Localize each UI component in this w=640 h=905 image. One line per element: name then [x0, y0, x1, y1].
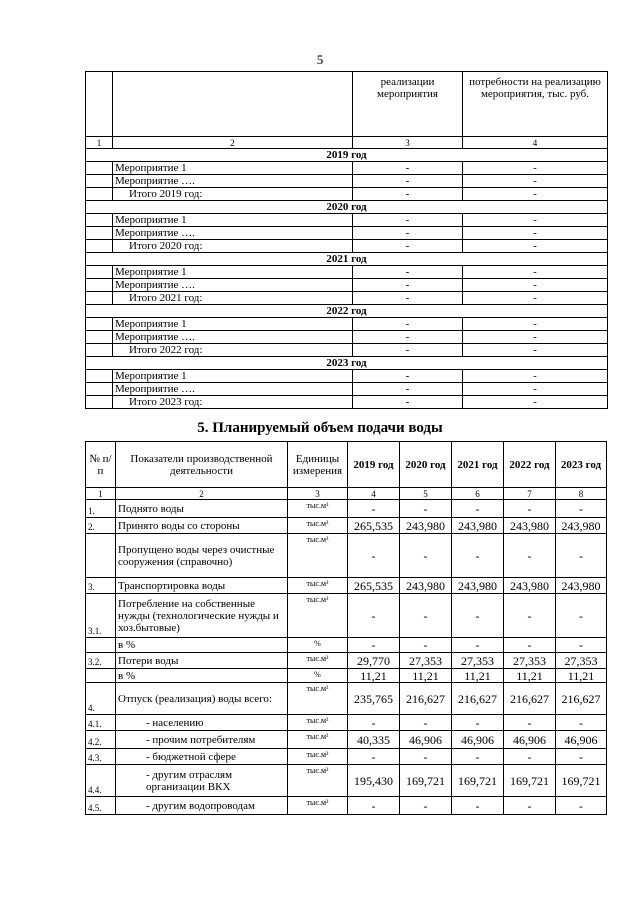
year-row: [86, 149, 608, 162]
column-number: 7: [504, 488, 556, 500]
indicator-name: Отпуск (реализация) воды всего:: [116, 683, 288, 715]
unit-cell: %: [288, 669, 348, 683]
value-cell: -: [400, 797, 452, 815]
header-cell-4: потребности на реализацию мероприятия, тыс. руб.: [463, 72, 608, 137]
value-cell: 216,627: [504, 683, 556, 715]
value-cell: 29,770: [348, 653, 400, 669]
value-cell: -: [400, 715, 452, 731]
row-code: 3.1.: [86, 594, 116, 638]
value-cell: 235,765: [348, 683, 400, 715]
measure-row: [86, 331, 608, 344]
row-code: 4.3.: [86, 749, 116, 765]
measure-value: -: [463, 396, 608, 409]
value-cell: 216,627: [556, 683, 607, 715]
measure-row: [86, 162, 608, 175]
indicator-name: - другим водопроводам: [116, 797, 288, 815]
value-cell: 216,627: [452, 683, 504, 715]
value-cell: 169,721: [452, 765, 504, 797]
year-row: [86, 253, 608, 266]
value-cell: 265,535: [348, 578, 400, 594]
measure-value: -: [463, 279, 608, 292]
indicator-row: [86, 715, 607, 731]
measure-value: -: [463, 214, 608, 227]
measure-value: -: [463, 318, 608, 331]
measure-name: Итого 2020 год:: [113, 240, 353, 253]
value-cell: -: [400, 749, 452, 765]
section-title: 5. Планируемый объем подачи воды: [197, 420, 443, 436]
header-cell-2: [113, 72, 353, 137]
value-cell: 11,21: [452, 669, 504, 683]
value-cell: -: [504, 749, 556, 765]
value-cell: 40,335: [348, 731, 400, 749]
value-cell: -: [348, 638, 400, 653]
value-cell: -: [348, 594, 400, 638]
value-cell: 169,721: [504, 765, 556, 797]
value-cell: -: [504, 797, 556, 815]
value-cell: -: [556, 749, 607, 765]
unit-cell: тыс.м³: [288, 518, 348, 534]
value-cell: -: [504, 715, 556, 731]
row-code: [86, 669, 116, 683]
measure-value: -: [353, 188, 463, 201]
row-code: [86, 638, 116, 653]
row-code: 4.1.: [86, 715, 116, 731]
measure-index: [86, 266, 113, 279]
measure-index: [86, 344, 113, 357]
column-number: 4: [463, 137, 608, 149]
measure-row: [86, 175, 608, 188]
measure-value: -: [463, 162, 608, 175]
indicator-row: [86, 500, 607, 518]
column-number: 8: [556, 488, 607, 500]
indicator-row: [86, 594, 607, 638]
measure-row: [86, 279, 608, 292]
measure-value: -: [463, 383, 608, 396]
value-cell: -: [556, 534, 607, 578]
measure-value: -: [353, 266, 463, 279]
year-title: 2022 год: [86, 305, 608, 318]
measure-name: Мероприятие 1: [113, 162, 353, 175]
measure-value: -: [353, 331, 463, 344]
value-cell: 169,721: [400, 765, 452, 797]
row-code: 3.2.: [86, 653, 116, 669]
indicator-row: [86, 653, 607, 669]
value-cell: -: [556, 797, 607, 815]
measure-value: -: [463, 331, 608, 344]
measure-name: Мероприятие ….: [113, 331, 353, 344]
indicator-row: [86, 518, 607, 534]
row-code: 4.5.: [86, 797, 116, 815]
value-cell: -: [504, 638, 556, 653]
unit-cell: тыс.м³: [288, 653, 348, 669]
value-cell: 46,906: [504, 731, 556, 749]
value-cell: 27,353: [452, 653, 504, 669]
measure-value: -: [353, 279, 463, 292]
measure-index: [86, 370, 113, 383]
measure-index: [86, 240, 113, 253]
measure-value: -: [353, 292, 463, 305]
row-code: 4.4.: [86, 765, 116, 797]
measure-value: -: [353, 227, 463, 240]
value-cell: 243,980: [556, 518, 607, 534]
measure-value: -: [353, 370, 463, 383]
value-cell: -: [504, 500, 556, 518]
unit-cell: %: [288, 638, 348, 653]
value-cell: 243,980: [400, 578, 452, 594]
value-cell: -: [452, 500, 504, 518]
indicator-row: [86, 797, 607, 815]
value-cell: -: [452, 749, 504, 765]
column-number: 1: [86, 137, 113, 149]
row-code: 3.: [86, 578, 116, 594]
value-cell: -: [452, 534, 504, 578]
measure-row: [86, 266, 608, 279]
measure-row: [86, 344, 608, 357]
measure-name: Итого 2023 год:: [113, 396, 353, 409]
measure-index: [86, 227, 113, 240]
value-cell: 46,906: [452, 731, 504, 749]
year-title: 2021 год: [86, 253, 608, 266]
year-row: [86, 201, 608, 214]
unit-cell: тыс.м³: [288, 500, 348, 518]
row-code: [86, 534, 116, 578]
value-cell: -: [348, 715, 400, 731]
value-cell: -: [452, 715, 504, 731]
value-cell: -: [504, 594, 556, 638]
value-cell: -: [348, 500, 400, 518]
measures-table-header: [86, 72, 608, 137]
column-number: 6: [452, 488, 504, 500]
unit-cell: тыс.м³: [288, 594, 348, 638]
measure-row: [86, 396, 608, 409]
measure-index: [86, 383, 113, 396]
measure-index: [86, 318, 113, 331]
year-title: 2023 год: [86, 357, 608, 370]
measures-table: [85, 71, 608, 409]
column-numbers-row: [86, 137, 608, 149]
header-cell-3: реализации мероприятия: [353, 72, 463, 137]
year-row: [86, 357, 608, 370]
value-cell: -: [348, 534, 400, 578]
indicator-name: - бюджетной сфере: [116, 749, 288, 765]
measure-value: -: [353, 175, 463, 188]
column-number: 2: [113, 137, 353, 149]
value-cell: 46,906: [556, 731, 607, 749]
measure-row: [86, 214, 608, 227]
value-cell: 216,627: [400, 683, 452, 715]
unit-cell: тыс.м³: [288, 749, 348, 765]
year-title: 2020 год: [86, 201, 608, 214]
indicator-name: - населению: [116, 715, 288, 731]
measure-value: -: [353, 162, 463, 175]
measure-name: Мероприятие 1: [113, 370, 353, 383]
value-cell: -: [348, 797, 400, 815]
value-cell: -: [400, 594, 452, 638]
indicator-row: [86, 749, 607, 765]
unit-cell: тыс.м³: [288, 534, 348, 578]
value-cell: 11,21: [400, 669, 452, 683]
measure-value: -: [463, 266, 608, 279]
header-year: 2023 год: [556, 442, 607, 488]
value-cell: 243,980: [452, 518, 504, 534]
measure-value: -: [353, 383, 463, 396]
indicator-row: [86, 638, 607, 653]
measure-index: [86, 331, 113, 344]
unit-cell: тыс.м³: [288, 578, 348, 594]
measure-value: -: [353, 214, 463, 227]
measure-name: Мероприятие ….: [113, 227, 353, 240]
column-number: 3: [353, 137, 463, 149]
header-no: № п/п: [86, 442, 116, 488]
measure-name: Мероприятие ….: [113, 279, 353, 292]
measure-row: [86, 292, 608, 305]
header-year: 2021 год: [452, 442, 504, 488]
value-cell: 195,430: [348, 765, 400, 797]
water-supply-table: [85, 441, 607, 815]
indicator-name: Поднято воды: [116, 500, 288, 518]
value-cell: 27,353: [504, 653, 556, 669]
indicator-row: [86, 683, 607, 715]
header-indicator: Показатели производственной деятельности: [116, 442, 288, 488]
value-cell: -: [452, 638, 504, 653]
value-cell: 243,980: [504, 578, 556, 594]
value-cell: 265,535: [348, 518, 400, 534]
header-year: 2020 год: [400, 442, 452, 488]
value-cell: 46,906: [400, 731, 452, 749]
indicator-name: Потери воды: [116, 653, 288, 669]
indicator-row: [86, 669, 607, 683]
measure-row: [86, 188, 608, 201]
value-cell: 11,21: [504, 669, 556, 683]
measure-value: -: [353, 396, 463, 409]
value-cell: 11,21: [556, 669, 607, 683]
measure-value: -: [463, 227, 608, 240]
measure-value: -: [463, 344, 608, 357]
unit-cell: тыс.м³: [288, 715, 348, 731]
header-year: 2022 год: [504, 442, 556, 488]
measure-value: -: [353, 344, 463, 357]
column-number: 2: [116, 488, 288, 500]
column-numbers-row: [86, 488, 607, 500]
measure-row: [86, 240, 608, 253]
value-cell: -: [400, 534, 452, 578]
value-cell: 243,980: [400, 518, 452, 534]
value-cell: -: [400, 500, 452, 518]
row-code: 2.: [86, 518, 116, 534]
unit-cell: тыс.м³: [288, 683, 348, 715]
unit-cell: тыс.м³: [288, 731, 348, 749]
indicator-name: Принято воды со стороны: [116, 518, 288, 534]
column-number: 4: [348, 488, 400, 500]
value-cell: 243,980: [504, 518, 556, 534]
value-cell: -: [556, 715, 607, 731]
value-cell: -: [556, 594, 607, 638]
measure-value: -: [463, 370, 608, 383]
header-unit: Единицы измерения: [288, 442, 348, 488]
header-cell-1: [86, 72, 113, 137]
measure-row: [86, 370, 608, 383]
measure-name: Мероприятие ….: [113, 383, 353, 396]
measure-index: [86, 162, 113, 175]
indicator-row: [86, 765, 607, 797]
indicator-name: Потребление на собственные нужды (технологические нужды и хоз.бытовые): [116, 594, 288, 638]
value-cell: -: [452, 797, 504, 815]
value-cell: 27,353: [400, 653, 452, 669]
measure-index: [86, 396, 113, 409]
value-cell: -: [452, 594, 504, 638]
value-cell: 169,721: [556, 765, 607, 797]
indicator-row: [86, 534, 607, 578]
column-number: 5: [400, 488, 452, 500]
value-cell: 27,353: [556, 653, 607, 669]
year-row: [86, 305, 608, 318]
indicator-name: - другим отраслям организации ВКХ: [116, 765, 288, 797]
measure-value: -: [353, 318, 463, 331]
header-year: 2019 год: [348, 442, 400, 488]
measure-index: [86, 214, 113, 227]
measure-value: -: [463, 292, 608, 305]
measure-index: [86, 188, 113, 201]
indicator-name: Пропущено воды через очистные сооружения (справочно): [116, 534, 288, 578]
water-table-header: [86, 442, 607, 488]
unit-cell: тыс.м³: [288, 765, 348, 797]
indicator-row: [86, 731, 607, 749]
value-cell: 243,980: [452, 578, 504, 594]
measure-value: -: [353, 240, 463, 253]
indicator-row: [86, 578, 607, 594]
value-cell: -: [556, 500, 607, 518]
value-cell: 243,980: [556, 578, 607, 594]
row-code: 1.: [86, 500, 116, 518]
measure-name: Итого 2021 год:: [113, 292, 353, 305]
value-cell: -: [400, 638, 452, 653]
unit-cell: тыс.м³: [288, 797, 348, 815]
measure-index: [86, 175, 113, 188]
measure-index: [86, 292, 113, 305]
measure-name: Мероприятие ….: [113, 175, 353, 188]
page-number: 5: [316, 52, 324, 67]
measure-value: -: [463, 188, 608, 201]
value-cell: -: [556, 638, 607, 653]
value-cell: -: [348, 749, 400, 765]
column-number: 1: [86, 488, 116, 500]
row-code: 4.: [86, 683, 116, 715]
measure-row: [86, 383, 608, 396]
indicator-name: в %: [116, 669, 288, 683]
measure-name: Мероприятие 1: [113, 214, 353, 227]
row-code: 4.2.: [86, 731, 116, 749]
measure-name: Мероприятие 1: [113, 318, 353, 331]
measure-name: Мероприятие 1: [113, 266, 353, 279]
value-cell: 11,21: [348, 669, 400, 683]
measure-value: -: [463, 175, 608, 188]
measure-row: [86, 227, 608, 240]
value-cell: -: [504, 534, 556, 578]
indicator-name: - прочим потребителям: [116, 731, 288, 749]
measure-index: [86, 279, 113, 292]
measure-name: Итого 2022 год:: [113, 344, 353, 357]
indicator-name: Транспортировка воды: [116, 578, 288, 594]
indicator-name: в %: [116, 638, 288, 653]
year-title: 2019 год: [86, 149, 608, 162]
column-number: 3: [288, 488, 348, 500]
measure-name: Итого 2019 год:: [113, 188, 353, 201]
measure-value: -: [463, 240, 608, 253]
measure-row: [86, 318, 608, 331]
